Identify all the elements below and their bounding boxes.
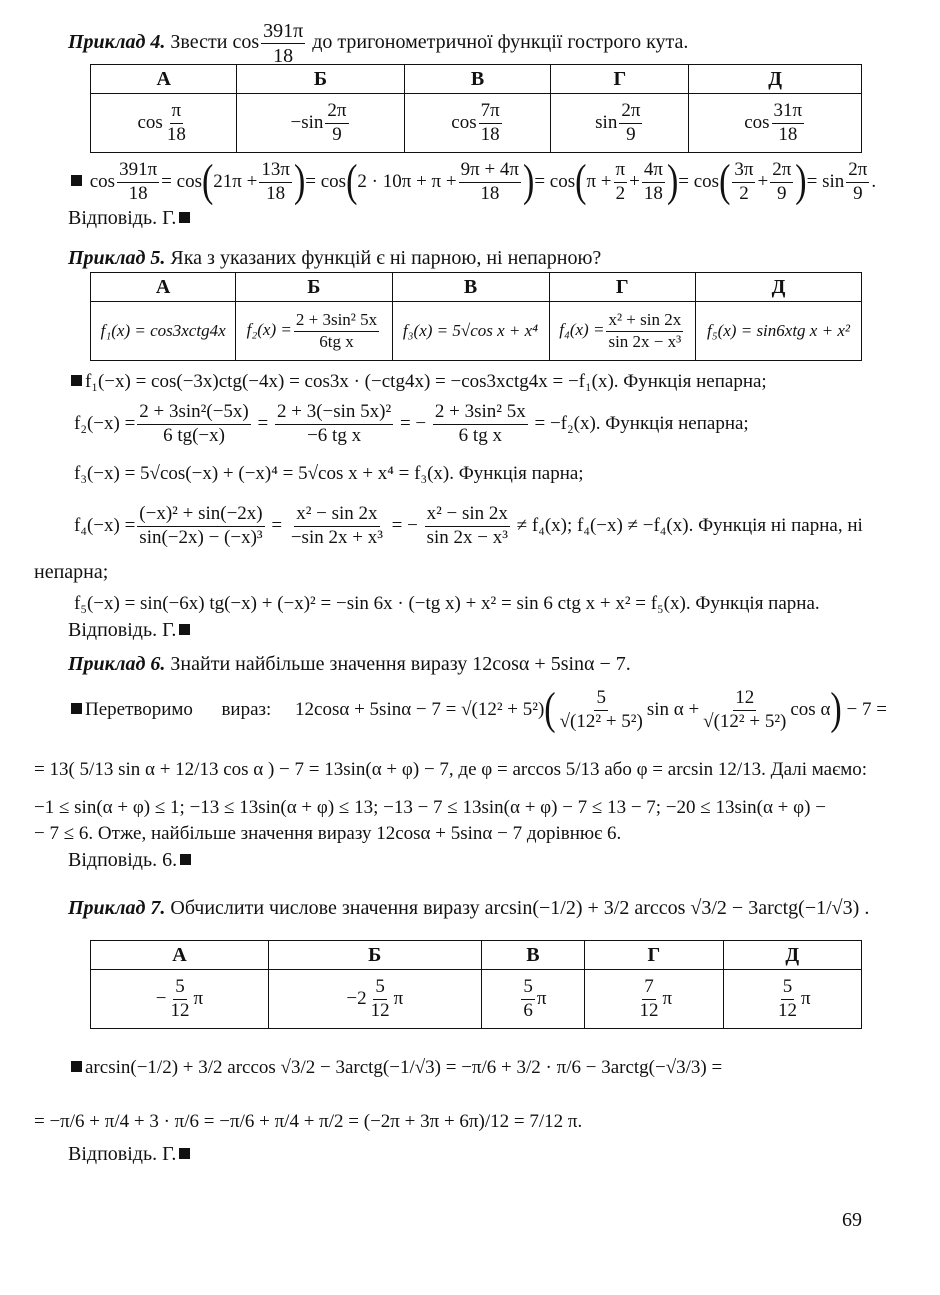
ex5-answer-text: Відповідь. Г. bbox=[68, 619, 177, 641]
ex6-text: Знайти найбільше значення виразу 12cosα + 5sinα − 7. bbox=[170, 653, 631, 675]
ex6-solution-4: − 7 ≤ 6. Отже, найбільше значення виразу 12cosα + 5sinα − 7 дорівнює 6. bbox=[34, 823, 622, 844]
ex4-option-a: cos $\frac{\pi}{18}$ bbox=[91, 94, 237, 153]
ex5-solution-1: f₁(−x) = cos(−3x)ctg(−4x) = cos3x · (−ctg4x) = −cos3xctg4x = −f₁(x). Функція непарна; bbox=[68, 370, 767, 394]
solution-start-square-icon bbox=[71, 1061, 82, 1072]
solution-end-square-icon bbox=[180, 854, 191, 865]
ex4-option-g: sin $\frac{2\pi}{9}$ bbox=[551, 94, 689, 153]
solution-start-square-icon bbox=[71, 175, 82, 186]
ex7-header-g: Г bbox=[585, 941, 723, 970]
ex7-statement bbox=[68, 896, 869, 921]
ex5-solution-2: f₂(−x) = $\frac{\text{2 + 3sin²(−5x)}}{6 tg(-x)}$ = $\frac{\text{2 + 3(−sin 5x)²}}{\text{−6 tg x}}$ = − $\frac{\text{2 + 3sin² 5x}}{\text{6 tg x}}$ = −f₂(x). Функція непарна; bbox=[74, 401, 749, 446]
ex7-answer-text: Відповідь. Г. bbox=[68, 1143, 177, 1165]
ex7-header-v: В bbox=[481, 941, 584, 970]
ex5-text: Яка з указаних функцій є ні парною, ні непарною? bbox=[170, 247, 602, 269]
ex4-solution: cos $\frac{391\pi}{18}$ = cos(21π + $\frac{13\pi}{18}$ )= cos(2 · 10π + π + $\frac{9\pi + 4\pi}{18}$ )= cos(π + $\frac{\pi}{2}$ + $\frac{4\pi}{18}$ )= cos( $\frac{3\pi}{2}$ + $\frac{2\pi}{9}$ )= sin $\frac{2\pi}{9}$ . bbox=[68, 160, 876, 205]
ex5-statement bbox=[68, 246, 601, 271]
ex7-header-d: Д bbox=[723, 941, 861, 970]
page-number: 69 bbox=[842, 1209, 862, 1231]
ex4-answer-text: Відповідь. Г. bbox=[68, 207, 177, 229]
ex6-statement bbox=[68, 652, 631, 677]
solution-start-square-icon bbox=[71, 703, 82, 714]
ex6-answer-text: Відповідь. 6. bbox=[68, 849, 178, 871]
ex7-option-a: − $\frac{5}{12}$ π bbox=[91, 970, 269, 1029]
solution-start-square-icon bbox=[71, 375, 82, 386]
ex7-solution-2: = −π/6 + π/4 + 3 · π/6 = −π/6 + π/4 + π/2 = (−2π + 3π + 6π)/12 = 7/12 π. bbox=[34, 1111, 583, 1132]
ex5-answer bbox=[68, 618, 193, 643]
ex7-option-b: −2 $\frac{5}{12}$ π bbox=[268, 970, 481, 1029]
ex4-option-v: cos $\frac{7\pi}{18}$ bbox=[404, 94, 551, 153]
solution-end-square-icon bbox=[179, 624, 190, 635]
ex5-header-a: А bbox=[91, 273, 236, 302]
ex5-header-v: В bbox=[392, 273, 549, 302]
ex4-answer bbox=[68, 206, 193, 231]
ex4-text-b: до тригонометричної функції гострого кута. bbox=[312, 31, 689, 54]
ex7-option-g: $\frac{7}{12}$ π bbox=[585, 970, 723, 1029]
ex4-answer-table bbox=[90, 64, 862, 153]
ex4-option-d: cos $\frac{31\pi}{18}$ bbox=[689, 94, 862, 153]
ex5-answer-table bbox=[90, 272, 862, 361]
ex4-header-v: В bbox=[404, 65, 551, 94]
ex4-text-a: Звести cos bbox=[170, 31, 260, 54]
ex5-option-b: f₂(x) = $\frac{\text{2 + 3sin² 5x}}{\text{6tg x}}$ bbox=[236, 302, 392, 361]
ex4-header-g: Г bbox=[551, 65, 689, 94]
ex5-solution-4: f₄(−x) = $\frac{\text{(−x)² + sin(−2x)}}{\text{sin(−2x) − (−x)³}}$ = $\frac{\text{x² − sin 2x}}{\text{−sin 2x + x³}}$ = − $\frac{\text{x² − sin 2x}}{\text{sin 2x − x³}}$ ≠ f₄(x); f₄(−x) ≠ −f₄(x). Функція ні парна, ні bbox=[74, 503, 863, 548]
ex4-option-b: −sin $\frac{2\pi}{9}$ bbox=[237, 94, 404, 153]
ex5-option-a: f₁(x) = cos3xctg4x bbox=[91, 302, 236, 361]
ex4-header-b: Б bbox=[237, 65, 404, 94]
ex5-heading: Приклад 5. bbox=[68, 247, 166, 269]
ex7-option-d: $\frac{5}{12}$ π bbox=[723, 970, 861, 1029]
ex6-answer bbox=[68, 848, 194, 873]
ex4-header-a: А bbox=[91, 65, 237, 94]
ex7-header-a: А bbox=[91, 941, 269, 970]
ex7-text: Обчислити числове значення виразу arcsin(−1/2) + 3/2 arccos √3/2 − 3arctg(−1/√3) . bbox=[170, 897, 870, 919]
ex6-solution-3: −1 ≤ sin(α + φ) ≤ 1; −13 ≤ 13sin(α + φ) ≤ 13; −13 − 7 ≤ 13sin(α + φ) − 7 ≤ 13 − 7; −20 ≤ 13sin(α + φ) − bbox=[34, 797, 826, 818]
ex4-statement bbox=[68, 20, 688, 67]
ex4-fraction: $\frac{391\pi}{18}$ bbox=[263, 20, 304, 67]
solution-end-square-icon bbox=[179, 212, 190, 223]
solution-end-square-icon bbox=[179, 1148, 190, 1159]
ex5-header-g: Г bbox=[549, 273, 695, 302]
ex4-header-d: Д bbox=[689, 65, 862, 94]
ex5-solution-4-cont: непарна; bbox=[34, 561, 109, 583]
ex7-answer bbox=[68, 1142, 193, 1167]
ex5-header-b: Б bbox=[236, 273, 392, 302]
ex5-header-d: Д bbox=[695, 273, 861, 302]
ex5-option-v: f₃(x) = 5√cos x + x⁴ bbox=[392, 302, 549, 361]
ex5-solution-3: f₃(−x) = 5√cos(−x) + (−x)⁴ = 5√cos x + x⁴ = f₃(x). Функція парна; bbox=[74, 463, 584, 484]
ex6-solution-1: Перетворимо вираз: 12cosα + 5sinα − 7 = √(12² + 5²)( $\frac{5}{\text{√(12² + 5²)}}$ sin α + $\frac{12}{\text{√(12² + 5²)}}$ cos α) − 7 = bbox=[68, 688, 887, 733]
ex4-heading: Приклад 4. bbox=[68, 31, 166, 54]
ex6-solution-2: = 13( 5/13 sin α + 12/13 cos α ) − 7 = 13sin(α + φ) − 7, де φ = arccos 5/13 або φ = arcsin 12/13. Далі маємо: bbox=[34, 759, 868, 780]
ex7-option-v: $\frac{5}{6}$ π bbox=[481, 970, 584, 1029]
ex6-heading: Приклад 6. bbox=[68, 653, 166, 675]
ex7-answer-table bbox=[90, 940, 862, 1029]
ex7-heading: Приклад 7. bbox=[68, 897, 166, 919]
ex7-header-b: Б bbox=[268, 941, 481, 970]
ex7-solution-1: arcsin(−1/2) + 3/2 arccos √3/2 − 3arctg(−1/√3) = −π/6 + 3/2 · π/6 − 3arctg(−√3/3) = bbox=[68, 1056, 722, 1080]
ex5-solution-5: f₅(−x) = sin(−6x) tg(−x) + (−x)² = −sin 6x · (−tg x) + x² = sin 6 ctg x + x² = f₅(x). Функція парна. bbox=[74, 593, 820, 614]
ex5-option-d: f₅(x) = sin6xtg x + x² bbox=[695, 302, 861, 361]
ex5-option-g: f₄(x) = $\frac{\text{x² + sin 2x}}{\text{sin 2x − x³}}$ bbox=[549, 302, 695, 361]
